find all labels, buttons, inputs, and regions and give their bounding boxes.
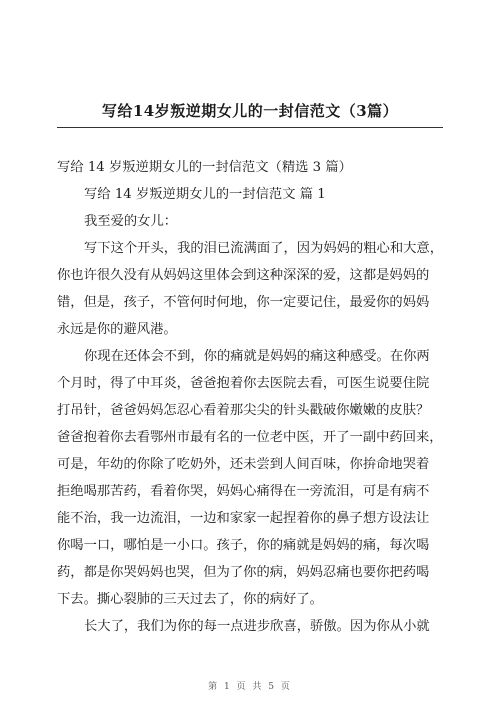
document-subtitle: 写给 14 岁叛逆期女儿的一封信范文（精选 3 篇） [57,160,352,175]
body-line: 你也许很久没有从妈妈这里体会到这种深深的爱，这都是妈妈的 [57,268,430,283]
section-heading: 写给 14 岁叛逆期女儿的一封信范文 篇 1 [84,187,326,202]
body-line: 下去。撕心裂肺的三天过去了，你的病好了。 [57,592,323,607]
body-line: 打吊针，爸爸妈妈怎忍心看着那尖尖的针头戳破你嫩嫩的皮肤？ [57,403,430,418]
body-line: 可是，年幼的你除了吃奶外，还未尝到人间百味，你拚命地哭着 [57,457,430,472]
body-line: 个月时，得了中耳炎，爸爸抱着你去医院去看，可医生说要住院 [57,376,430,391]
document-title: 写给14岁叛逆期女儿的一封信范文（3篇） [101,102,399,120]
body-line: 你喝一口，哪怕是一小口。孩子，你的痛就是妈妈的痛，每次喝 [57,538,430,553]
title-divider [57,127,443,128]
body-line: 写下这个开头，我的泪已流满面了，因为妈妈的粗心和大意， [84,241,444,256]
body-line: 能不治，我一边流泪，一边和家家一起捏着你的鼻子想方设法让 [57,511,430,526]
body-line: 你现在还体会不到，你的痛就是妈妈的痛这种感受。在你两 [84,349,430,364]
body-line: 拒绝喝那苦药，看着你哭，妈妈心痛得在一旁流泪，可是有病不 [57,484,430,499]
body-line: 药，都是你哭妈妈也哭，但为了你的病，妈妈忍痛也要你把药喝 [57,565,430,580]
body-line: 错，但是，孩子，不管何时何地，你一定要记住，最爱你的妈妈 [57,295,430,310]
body-line: 爸爸抱着你去看鄂州市最有名的一位老中医，开了一副中药回来， [57,430,443,445]
salutation: 我至爱的女儿： [84,214,178,229]
body-line: 永远是你的避风港。 [57,322,177,337]
page-footer: 第 1 页 共 5 页 [208,682,292,692]
body-line: 长大了，我们为你的每一点进步欣喜，骄傲。因为你从小就 [84,619,430,634]
